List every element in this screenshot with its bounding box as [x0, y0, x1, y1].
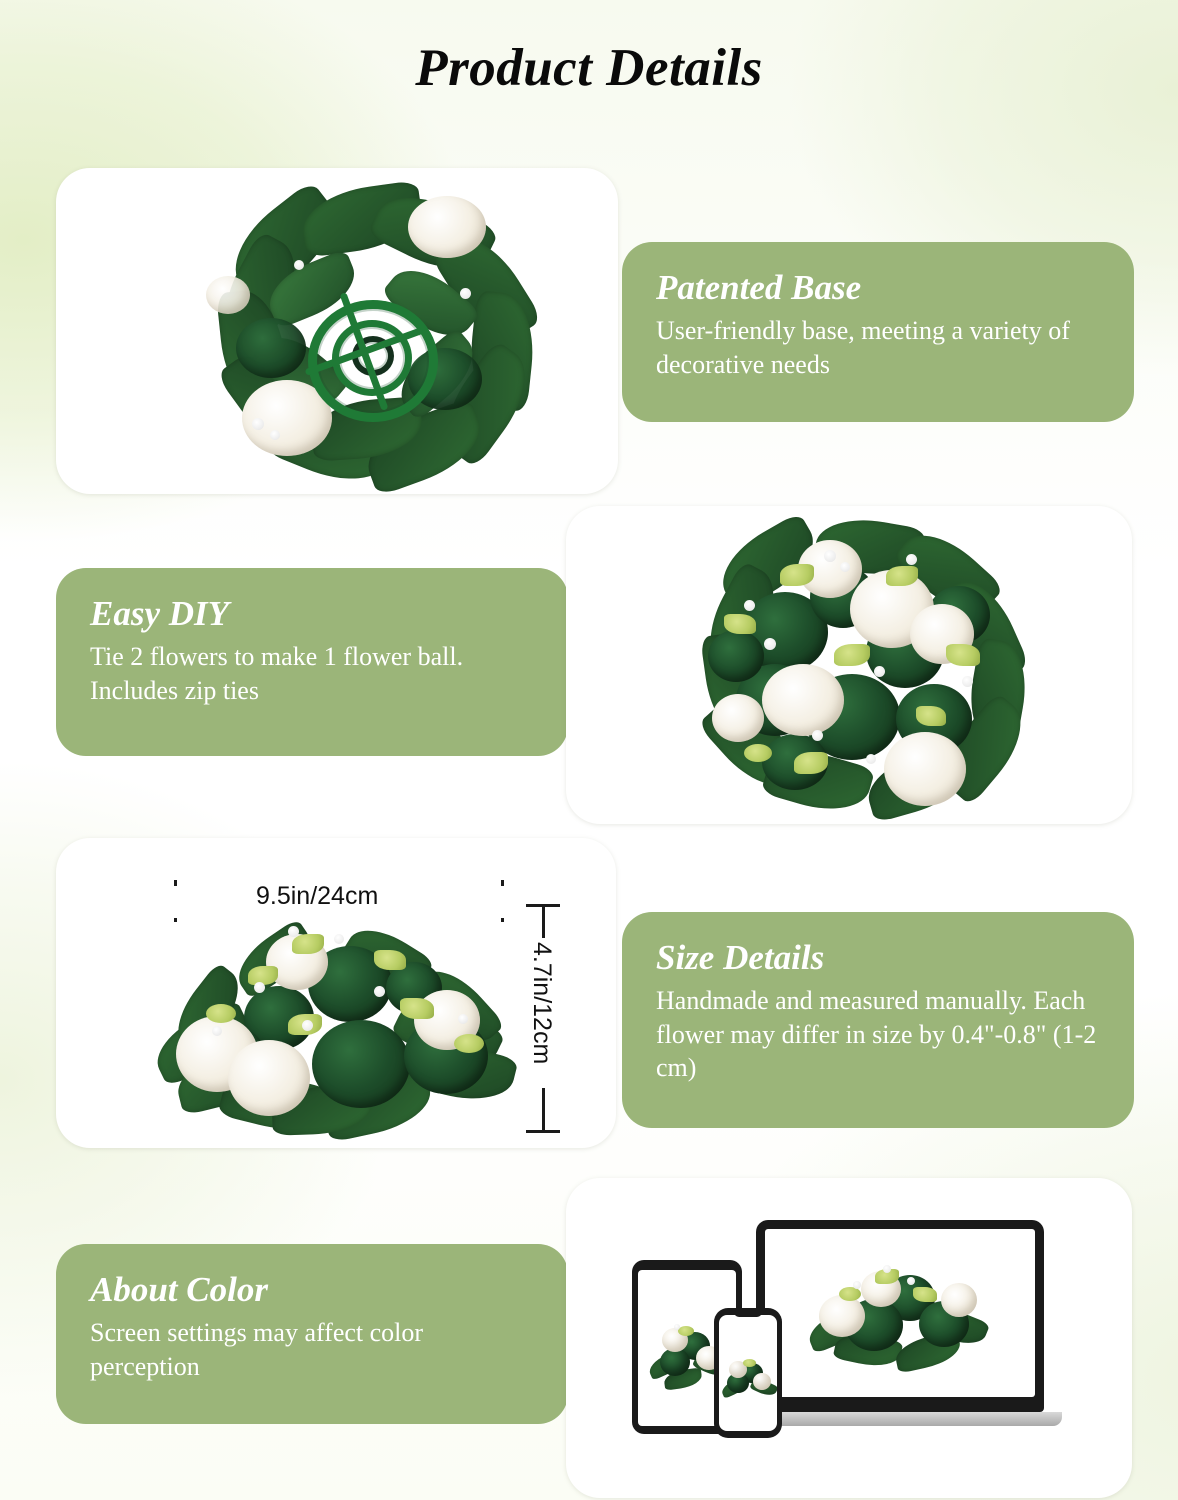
flower-ball-base-illustration — [56, 168, 618, 494]
size-details-text-panel — [622, 912, 1134, 1128]
flower-arrangement-dimension-illustration — [56, 838, 616, 1148]
about-color-body: Screen settings may affect color perception — [90, 1318, 424, 1381]
flower-ball-image-card — [566, 506, 1132, 824]
easy-diy-body: Tie 2 flowers to make 1 flower ball. Includes zip ties — [90, 642, 464, 705]
patented-base-title: Patented Base — [656, 268, 862, 307]
flower-ball-illustration — [566, 506, 1132, 824]
size-details-body: Handmade and measured manually. Each flower may differ in size by 0.4"-0.8" (1-2 cm) — [656, 986, 1097, 1082]
easy-diy-text-panel — [56, 568, 568, 756]
devices-illustration — [566, 1178, 1132, 1498]
patented-base-text-panel — [622, 242, 1134, 422]
about-color-title: About Color — [90, 1270, 268, 1309]
about-color-image-card — [566, 1178, 1132, 1498]
width-dimension-label: 9.5in/24cm — [256, 882, 379, 910]
easy-diy-title: Easy DIY — [90, 594, 230, 633]
patented-base-body: User-friendly base, meeting a variety of decorative needs — [656, 316, 1070, 379]
height-dimension-label: 4.7in/12cm — [528, 942, 556, 1065]
page-title: Product Details — [415, 39, 763, 97]
size-details-title: Size Details — [656, 938, 825, 977]
size-details-image-card — [56, 838, 616, 1148]
patented-base-image-card — [56, 168, 618, 494]
about-color-text-panel — [56, 1244, 568, 1424]
